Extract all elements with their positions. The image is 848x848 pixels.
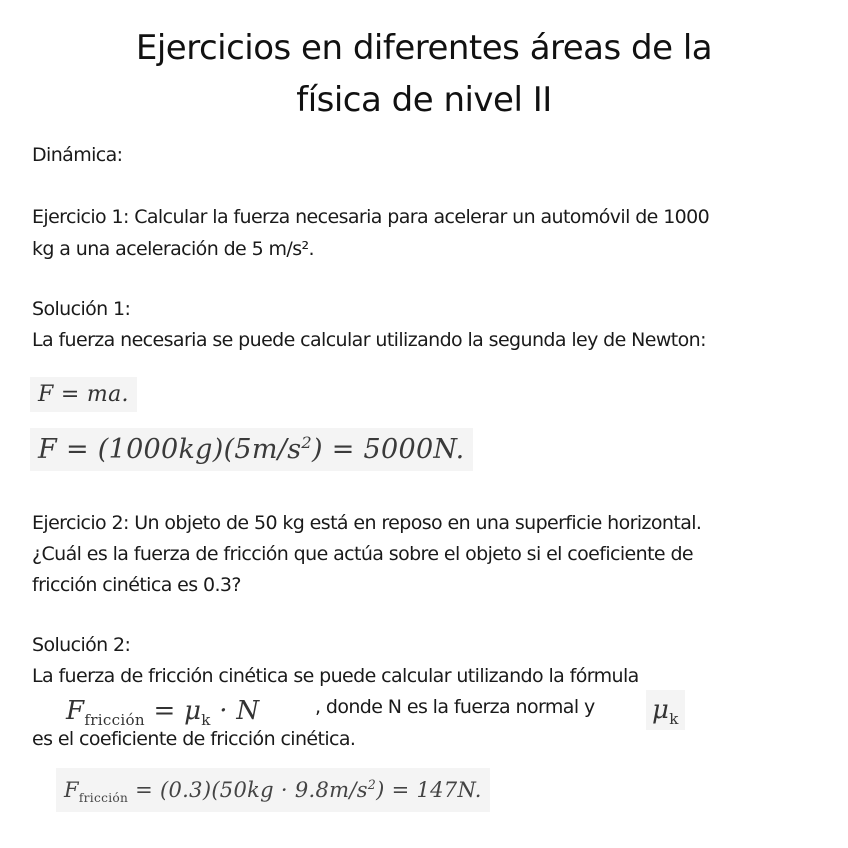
- formula-1-rhs: ma.: [86, 382, 129, 407]
- formula-4-subscript: k: [669, 710, 679, 729]
- formula-force-result: $F = (1000kg)(5m/s^2) = 5000N$.: [30, 428, 473, 471]
- formula-2-mass: (1000kg): [97, 434, 224, 465]
- page-title: [100, 22, 748, 126]
- solution-2-heading: Solución 2:: [32, 634, 131, 656]
- formula-mu-k: [646, 690, 685, 730]
- formula-2-result: ) = 5000N.: [311, 434, 465, 465]
- formula-5-force: F: [64, 778, 79, 802]
- formula-5-subscript: fricción: [78, 791, 129, 806]
- formula-friction-definition: [56, 692, 269, 730]
- formula-newton-second-law: F = ma.: [30, 377, 137, 412]
- title-line-2: física de nivel II: [296, 80, 552, 120]
- formula-5-exponent: 2: [367, 777, 377, 792]
- formula-3-tail: · N: [210, 696, 260, 726]
- formula-5-rhs-b: ) = 147N.: [376, 778, 482, 802]
- solution-1-text: La fuerza necesaria se puede calcular utilizando la segunda ley de Newton:: [32, 329, 706, 351]
- solution-2-text-mid: , donde N es la fuerza normal y: [315, 696, 595, 718]
- exercise-2-line-2: ¿Cuál es la fuerza de fricción que actúa sobre el objeto si el coeficiente de: [32, 543, 693, 565]
- exercise-2-line-3: fricción cinética es 0.3?: [32, 574, 241, 596]
- formula-3-rhs: = μ: [153, 696, 202, 726]
- formula-friction-result: [56, 768, 490, 812]
- solution-1-heading: Solución 1:: [32, 298, 131, 320]
- formula-5-rhs-a: = (0.3)(50kg · 9.8m/s: [128, 778, 368, 802]
- formula-2-acc: (5m/s: [223, 434, 302, 465]
- section-heading: Dinámica:: [32, 144, 123, 166]
- solution-2-text-line-2: es el coeficiente de fricción cinética.: [32, 728, 356, 750]
- title-line-1: Ejercicios en diferentes áreas de la: [135, 28, 713, 68]
- formula-2-lhs: F: [38, 434, 58, 465]
- exercise-1-line-2: kg a una aceleración de 5 m/s².: [32, 238, 314, 260]
- formula-4-mu: μ: [652, 695, 670, 725]
- exercise-2-line-1: Ejercicio 2: Un objeto de 50 kg está en reposo en una superficie horizontal.: [32, 512, 702, 534]
- formula-3-force: F: [66, 696, 85, 726]
- formula-2-exponent: 2: [301, 433, 312, 452]
- formula-1-lhs: F: [38, 382, 54, 407]
- formula-3-mu-subscript: k: [201, 711, 211, 730]
- solution-2-text-line-1: La fuerza de fricción cinética se puede calcular utilizando la fórmula: [32, 665, 639, 687]
- exercise-1-line-1: Ejercicio 1: Calcular la fuerza necesaria para acelerar un automóvil de 1000: [32, 206, 710, 228]
- formula-3-subscript: fricción: [84, 711, 145, 730]
